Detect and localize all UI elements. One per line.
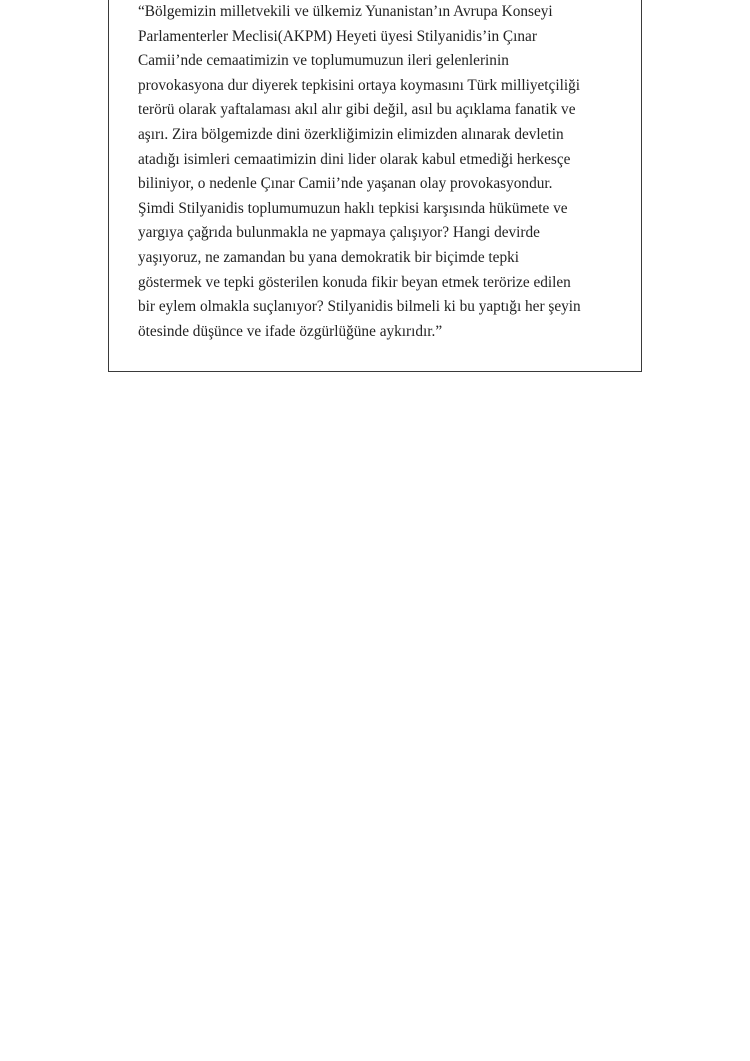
- quote-line: “Bölgemizin milletvekili ve ülkemiz Yunanistan’ın Avrupa Konseyi: [138, 3, 553, 20]
- quote-line: Camii’nde cemaatimizin ve toplumumuzun ileri gelenlerinin: [138, 52, 509, 70]
- quote-line: bir eylem olmakla suçlanıyor? Stilyanidis bilmeli ki bu yaptığı her şeyin: [138, 298, 581, 316]
- quote-line: ötesinde düşünce ve ifade özgürlüğüne aykırıdır.”: [138, 322, 443, 340]
- quote-line: Parlamenterler Meclisi(AKPM) Heyeti üyesi Stilyanidis’in Çınar: [138, 27, 537, 45]
- quote-line: yargıya çağrıda bulunmakla ne yapmaya çalışıyor? Hangi devirde: [138, 224, 540, 242]
- quote-line: atadığı isimleri cemaatimizin dini lider olarak kabul etmediği herkesçe: [138, 150, 571, 168]
- quote-paragraph: [138, 0, 628, 344]
- quote-line: Şimdi Stilyanidis toplumumuzun haklı tepkisi karşısında hükümete ve: [138, 199, 568, 217]
- quote-line: aşırı. Zira bölgemizde dini özerkliğimizin elimizden alınarak devletin: [138, 125, 564, 143]
- quote-line: biliniyor, o nedenle Çınar Camii’nde yaşanan olay provokasyondur.: [138, 175, 553, 193]
- quote-line: terörü olarak yaftalaması akıl alır gibi değil, asıl bu açıklama fanatik ve: [138, 101, 576, 119]
- quote-line: göstermek ve tepki gösterilen konuda fikir beyan etmek terörize edilen: [138, 273, 571, 291]
- quote-line: provokasyona dur diyerek tepkisini ortaya koymasını Türk milliyetçiliği: [138, 76, 580, 94]
- quote-line: yaşıyoruz, ne zamandan bu yana demokratik bir biçimde tepki: [138, 248, 520, 266]
